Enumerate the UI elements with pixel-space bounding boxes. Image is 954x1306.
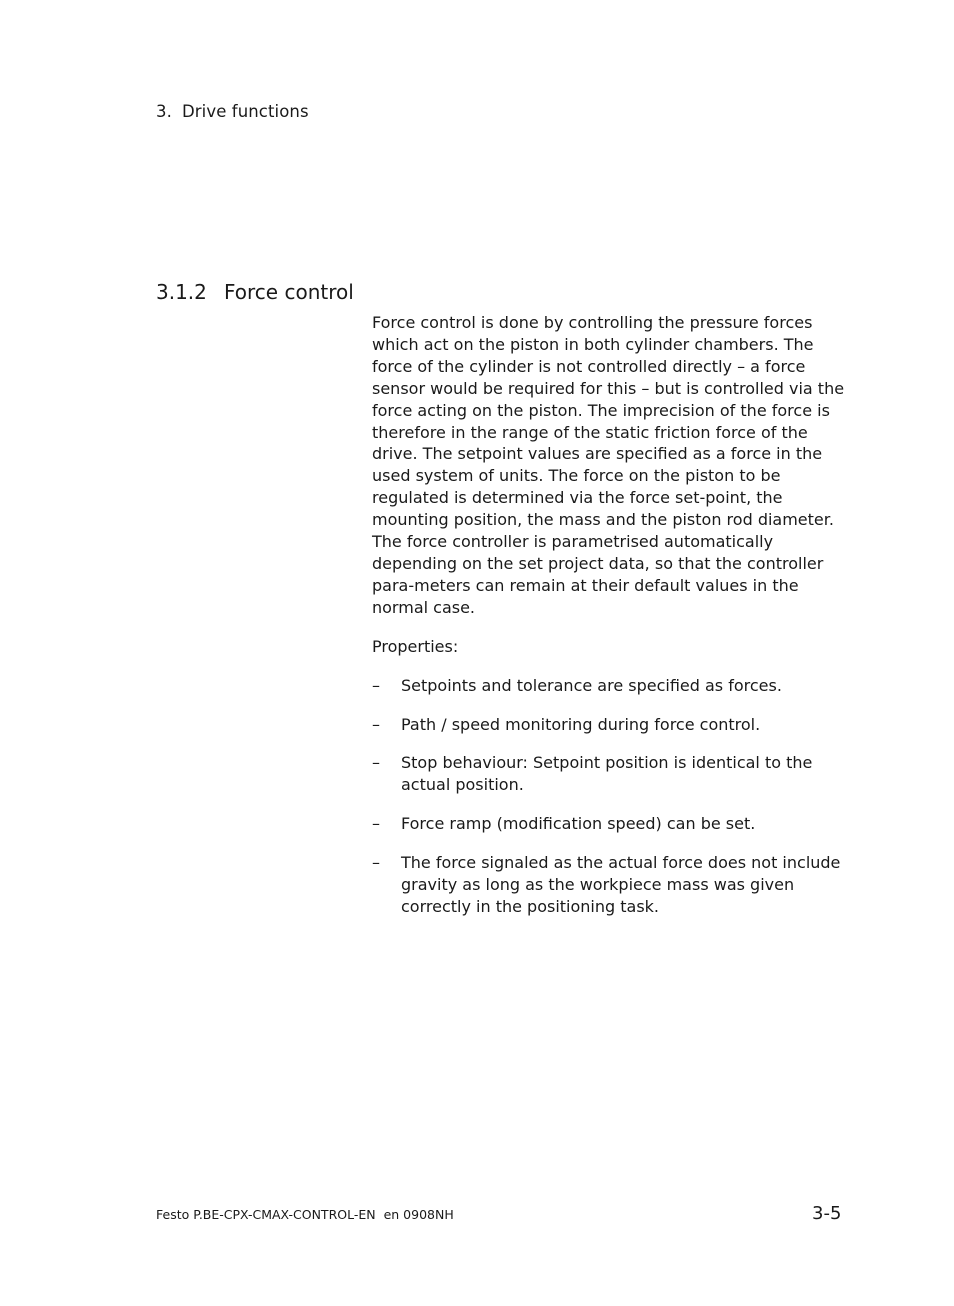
list-item	[372, 714, 846, 736]
list-item-text: Stop behaviour: Setpoint position is identical to the actual position.	[401, 753, 813, 795]
section-number: 3.1.2	[156, 279, 207, 304]
list-item	[372, 752, 846, 796]
properties-list	[372, 675, 846, 918]
bullet-dash: –	[372, 814, 380, 834]
list-item-text: Force ramp (modification speed) can be set.	[401, 814, 756, 834]
section-heading	[156, 280, 354, 304]
list-item	[372, 813, 846, 835]
properties-label: Properties:	[372, 636, 459, 656]
bullet-dash: –	[372, 675, 380, 695]
main-content	[372, 312, 846, 935]
chapter-title: Drive functions	[181, 102, 309, 121]
language-version: en 0908NH	[383, 1207, 454, 1222]
chapter-number: 3.	[156, 102, 172, 121]
intro-paragraph: Force control is done by controlling the pressure forces which act on the piston in both cylinder chambers. The force of the cylinder is not controlled directly – a force sensor would be required for this – but is controlled via the force acting on the piston. The imprecision of the force is therefore in the range of the static friction force of the drive. The setpoint values are specified as a force in the used system of units. The force on the piston to be regulated is determined via the force set-point, the mounting position, the mass and the piston rod diameter. The force controller is parametrised automatically depending on the set project data, so that the controller para-meters can remain at their default values in the normal case.	[372, 313, 845, 617]
list-item-text: The force signaled as the actual force does not include gravity as long as the workpiece mass was given correctly in the positioning task.	[401, 853, 841, 916]
running-header	[156, 102, 309, 121]
list-item	[372, 675, 846, 697]
bullet-dash: –	[372, 714, 380, 734]
list-item-text: Path / speed monitoring during force control.	[401, 714, 761, 734]
document-id: Festo P.BE-CPX-CMAX-CONTROL-EN	[156, 1207, 376, 1222]
page-number: 3-5	[812, 1203, 842, 1224]
list-item	[372, 852, 846, 918]
section-title: Force control	[224, 279, 354, 304]
footer-document-info	[156, 1207, 454, 1222]
bullet-dash: –	[372, 853, 380, 873]
bullet-dash: –	[372, 753, 380, 773]
list-item-text: Setpoints and tolerance are specified as forces.	[401, 675, 782, 695]
